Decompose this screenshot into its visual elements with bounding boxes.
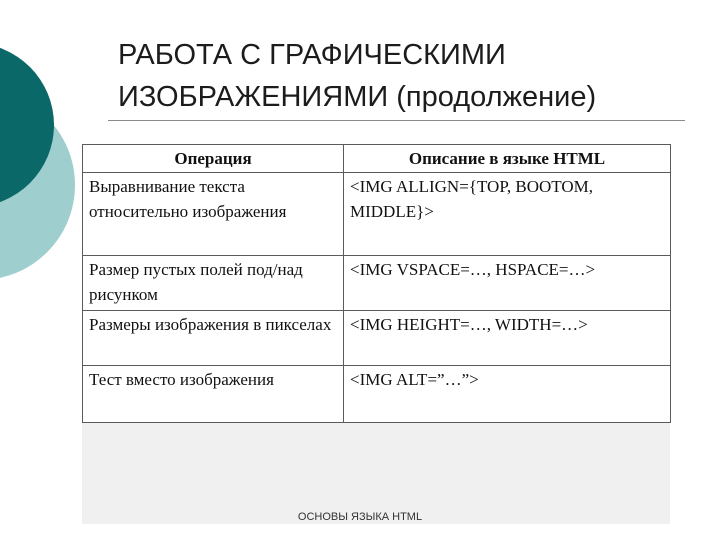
header-operation: Операция [83,145,344,173]
html-description-cell: <IMG VSPACE=…, HSPACE=…> [344,256,671,311]
operation-cell: Размеры изображения в пикселах [83,311,344,366]
slide-footer: ОСНОВЫ ЯЗЫКА HTML [297,511,423,523]
html-description-cell: <IMG HEIGHT=…, WIDTH=…> [344,311,671,366]
dark-teal-circle [0,43,54,207]
table-row [83,311,671,366]
table-row [83,256,671,311]
table-row [83,173,671,256]
operations-table [82,144,671,423]
html-description-cell: <IMG ALT=”…”> [344,366,671,423]
title-divider [108,120,685,121]
title-line-1: РАБОТА С ГРАФИЧЕСКИМИ [118,39,506,71]
table-header-row [83,145,671,173]
operation-cell: Выравнивание текста относительно изображения [83,173,344,256]
slide-title [118,34,698,118]
header-html-description: Описание в языке HTML [344,145,671,173]
title-line-2: ИЗОБРАЖЕНИЯМИ (продолжение) [118,81,597,113]
table-row [83,366,671,423]
operation-cell: Тест вместо изображения [83,366,344,423]
operation-cell: Размер пустых полей под/над рисунком [83,256,344,311]
light-teal-circle [0,90,75,280]
html-description-cell: <IMG ALLIGN={TOP, BOOTOM, MIDDLE}> [344,173,671,256]
